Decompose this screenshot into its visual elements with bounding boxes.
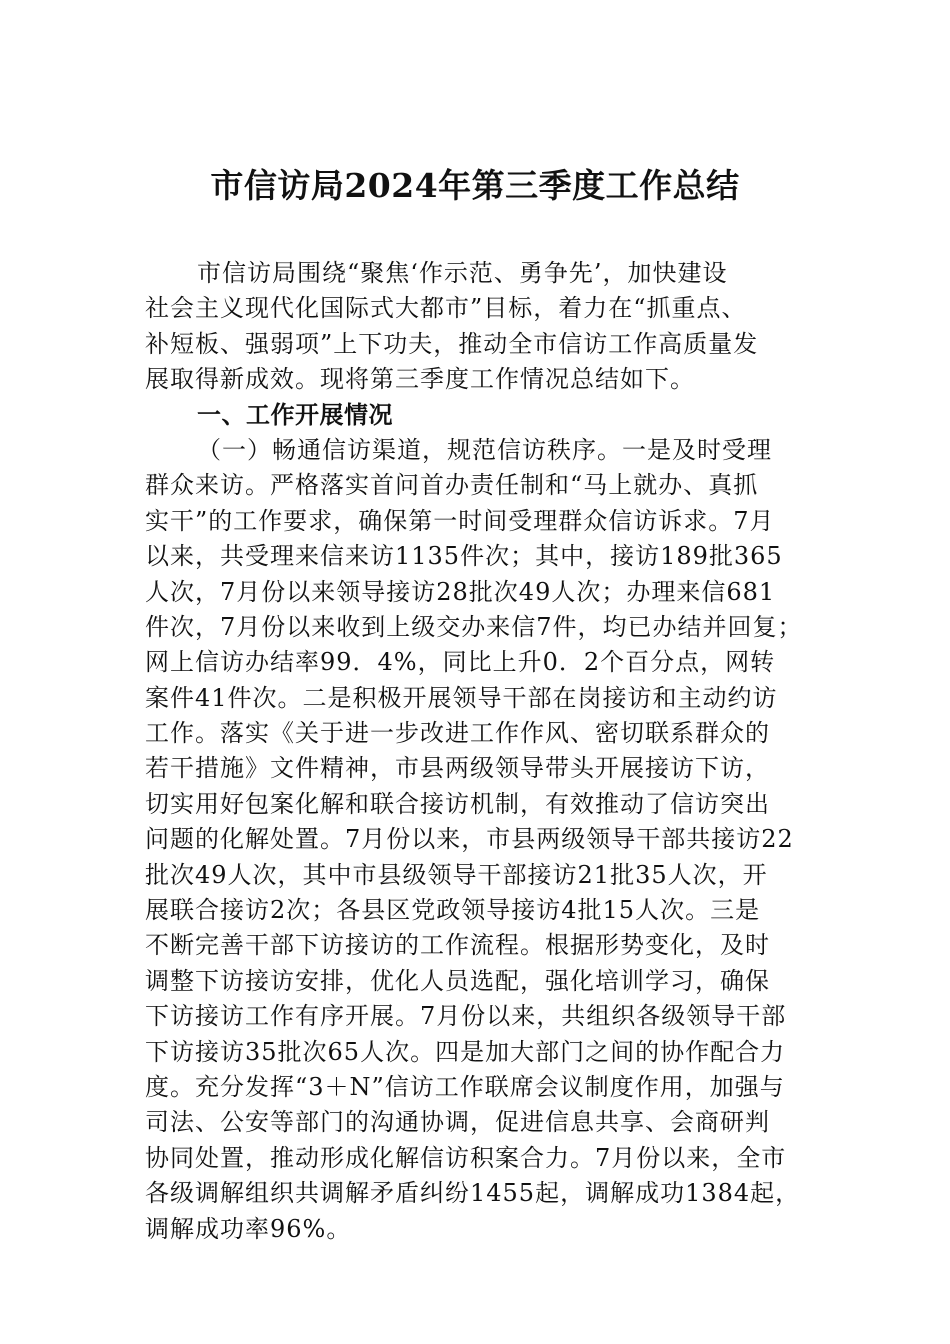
paragraph-line: 社会主义现代化国际式大都市”目标，着力在“抓重点、 xyxy=(145,294,747,323)
paragraph-line: 网上信访办结率99．4%，同比上升0．2个百分点，网转 xyxy=(145,648,776,677)
paragraph-line: 下访接访35批次65人次。四是加大部门之间的协作配合力 xyxy=(145,1037,786,1066)
paragraph-line: 协同处置，推动形成化解信访积案合力。7月份以来，全市 xyxy=(145,1143,787,1172)
paragraph-line: 调整下访接访安排，优化人员选配，强化培训学习，确保 xyxy=(145,966,770,995)
paragraph-line: 实干”的工作要求，确保第一时间受理群众信访诉求。7月 xyxy=(145,506,775,535)
paragraph-line: （一）畅通信访渠道，规范信访秩序。一是及时受理 xyxy=(197,435,772,464)
paragraph-line: 问题的化解处置。7月份以来，市县两级领导干部共接访22 xyxy=(145,825,794,854)
paragraph-line: 市信访局围绕“聚焦‘作示范、勇争先’，加快建设 xyxy=(197,259,728,287)
paragraph-line: 若干措施》文件精神，市县两级领导带头开展接访下访， xyxy=(145,754,770,783)
paragraph-line: 切实用好包案化解和联合接访机制，有效推动了信访突出 xyxy=(145,789,770,818)
paragraph-line: 人次，7月份以来领导接访28批次49人次；办理来信681 xyxy=(145,577,776,606)
paragraph-line: 以来，共受理来信来访1135件次；其中，接访189批365 xyxy=(145,542,783,571)
paragraph-line: 各级调解组织共调解矛盾纠纷1455起，调解成功1384起， xyxy=(145,1179,801,1208)
paragraph-line: 补短板、强弱项”上下功夫，推动全市信访工作高质量发 xyxy=(145,329,759,358)
paragraph-line: 调解成功率96%。 xyxy=(145,1214,352,1243)
paragraph-line: 下访接访工作有序开展。7月份以来，共组织各级领导干部 xyxy=(145,1002,787,1031)
paragraph-line: 度。充分发挥“3＋N”信访工作联席会议制度作用，加强与 xyxy=(145,1072,785,1101)
document-body xyxy=(145,256,825,1247)
paragraph-line: 司法、公安等部门的沟通协调，促进信息共享、会商研判 xyxy=(145,1108,770,1137)
paragraph-line: 工作。落实《关于进一步改进工作作风、密切联系群众的 xyxy=(145,719,770,748)
document-title: 市信访局2024年第三季度工作总结 xyxy=(210,166,740,205)
paragraph-line: 案件41件次。二是积极开展领导干部在岗接访和主动约访 xyxy=(145,683,778,712)
paragraph-line: 不断完善干部下访接访的工作流程。根据形势变化，及时 xyxy=(145,931,770,960)
paragraph-line: 群众来访。严格落实首问首办责任制和“马上就办、真抓 xyxy=(145,471,759,500)
paragraph-line: 展取得新成效。现将第三季度工作情况总结如下。 xyxy=(145,365,695,394)
paragraph-line: 件次，7月份以来收到上级交办来信7件，均已办结并回复； xyxy=(145,612,803,641)
paragraph-line: 展联合接访2次；各县区党政领导接访4批15人次。三是 xyxy=(145,896,761,925)
paragraph-line: 批次49人次，其中市县级领导干部接访21批35人次，开 xyxy=(145,860,768,889)
section-heading: 一、工作开展情况 xyxy=(197,400,393,429)
